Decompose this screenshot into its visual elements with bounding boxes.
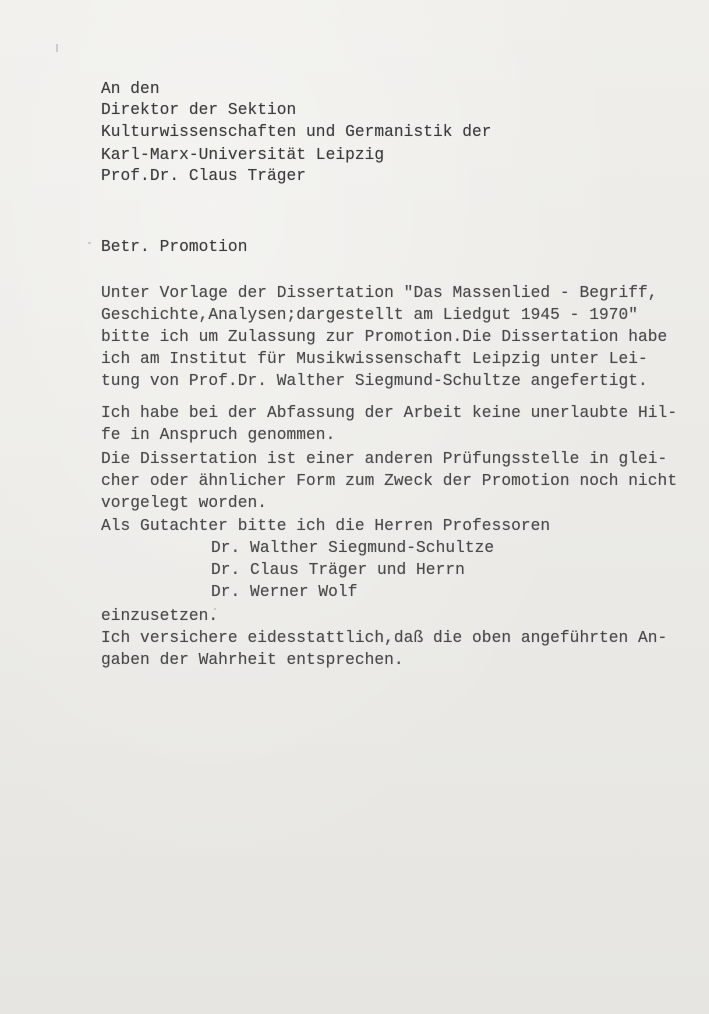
body-line-3: bitte ich um Zulassung zur Promotion.Die Dissertation habe [101,328,668,346]
body-line-8: Die Dissertation ist einer anderen Prüfungsstelle in glei- [101,450,668,468]
body-line-1: Unter Vorlage der Dissertation "Das Massenlied - Begriff, [101,284,658,302]
body-line-5: tung von Prof.Dr. Walther Siegmund-Schultze angefertigt. [101,372,648,390]
address-line-5: Prof.Dr. Claus Träger [101,167,307,185]
body-line-6: Ich habe bei der Abfassung der Arbeit keine unerlaubte Hil- [101,404,678,422]
address-line-2: Direktor der Sektion [101,101,297,119]
reviewer-2: Dr. Claus Träger und Herrn [211,561,465,579]
body-line-9: cher oder ähnlicher Form zum Zweck der Promotion noch nicht [101,472,678,490]
address-line-1: An den [101,80,160,98]
subject-line: Betr. Promotion [101,238,248,256]
reviewer-3: Dr. Werner Wolf [211,583,358,601]
body-line-11: Als Gutachter bitte ich die Herren Professoren [101,517,551,535]
body-line-10: vorgelegt worden. [101,494,267,512]
paper-speck [56,44,58,52]
reviewer-1: Dr. Walther Siegmund-Schultze [211,539,495,557]
closing-line-1: einzusetzen. [101,607,219,625]
address-line-4: Karl-Marx-Universität Leipzig [101,146,385,164]
paper-speck [88,242,91,244]
body-line-2: Geschichte,Analysen;dargestellt am Liedgut 1945 - 1970" [101,306,639,324]
closing-line-2: Ich versichere eidesstattlich,daß die oben angeführten An- [101,629,668,647]
body-line-7: fe in Anspruch genommen. [101,426,336,444]
address-line-3: Kulturwissenschaften und Germanistik der [101,123,492,141]
closing-line-3: gaben der Wahrheit entsprechen. [101,651,404,669]
body-line-4: ich am Institut für Musikwissenschaft Leipzig unter Lei- [101,350,648,368]
